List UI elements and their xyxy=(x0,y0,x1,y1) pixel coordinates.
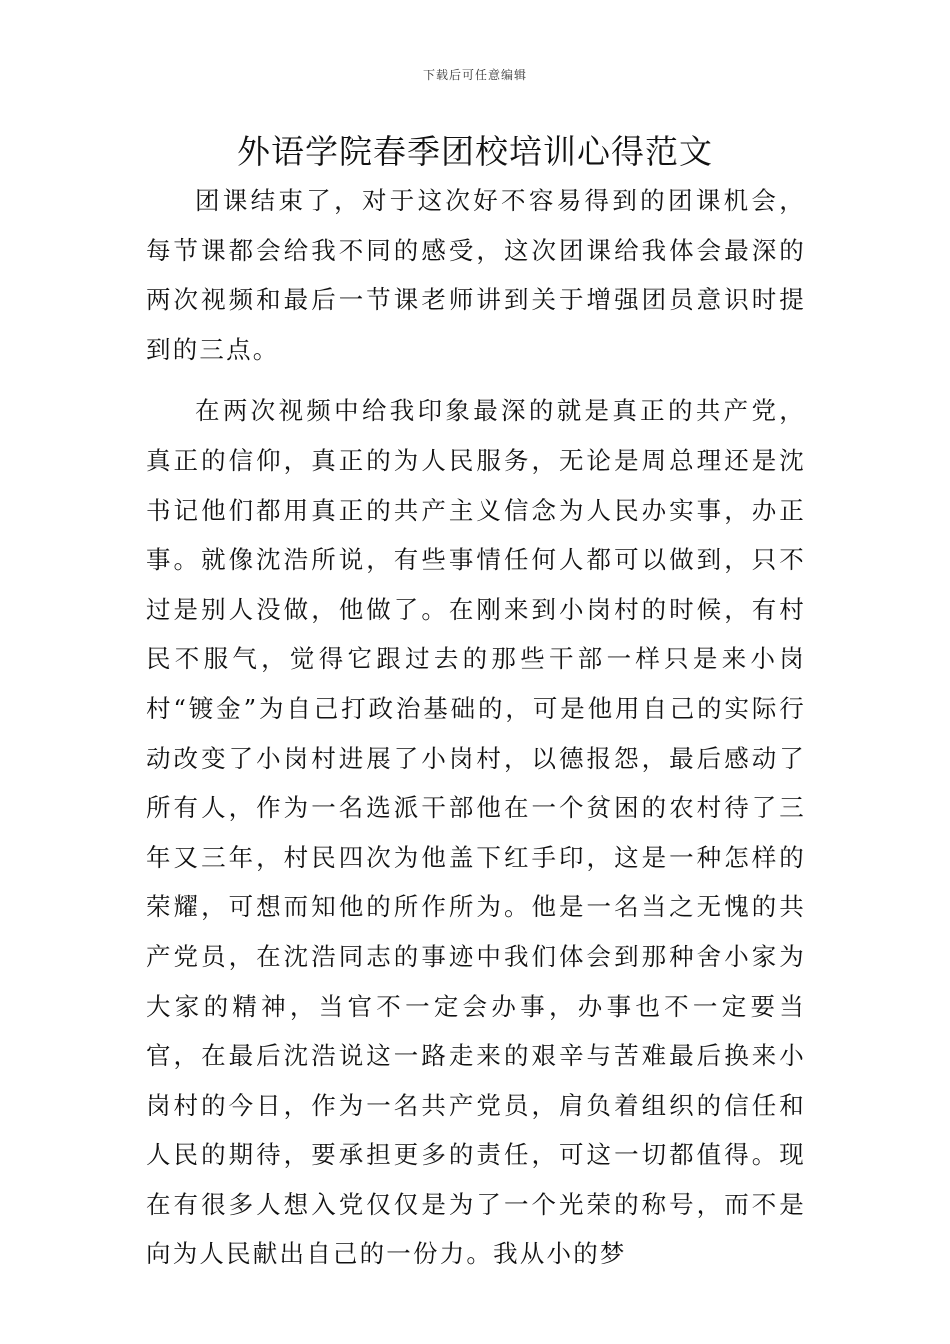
document-title: 外语学院春季团校培训心得范文 xyxy=(237,132,713,171)
paragraph-1: 团课结束了，对于这次好不容易得到的团课机会，每节课都会给我不同的感受，这次团课给我体会最深的两次视频和最后一节课老师讲到关于增强团员意识时提到的三点。 xyxy=(146,186,806,364)
document-body xyxy=(146,176,806,1279)
paragraph-2: 在两次视频中给我印象最深的就是真正的共产党，真正的信仰，真正的为人民服务，无论是周总理还是沈书记他们都用真正的共产主义信念为人民办实事，办正事。就像沈浩所说，有些事情任何人都可以做到，只不过是别人没做，他做了。在刚来到小岗村的时候，有村民不服气，觉得它跟过去的那些干部一样只是来小岗村“镀金”为自己打政治基础的，可是他用自己的实际行动改变了小岗村进展了小岗村，以德报怨，最后感动了所有人，作为一名选派干部他在一个贫困的农村待了三年又三年，村民四次为他盖下红手印，这是一种怎样的荣耀，可想而知他的所作所为。他是一名当之无愧的共产党员，在沈浩同志的事迹中我们体会到那种舍小家为大家的精神，当官不一定会办事，办事也不一定要当官，在最后沈浩说这一路走来的艰辛与苦难最后换来小岗村的今日，作为一名共产党员，肩负着组织的信任和人民的期待，要承担更多的责任，可这一切都值得。现在有很多人想入党仅仅是为了一个光荣的称号，而不是向为人民献出自己的一份力。我从小的梦 xyxy=(146,396,806,1269)
header-note: 下载后可任意编辑 xyxy=(422,68,527,82)
